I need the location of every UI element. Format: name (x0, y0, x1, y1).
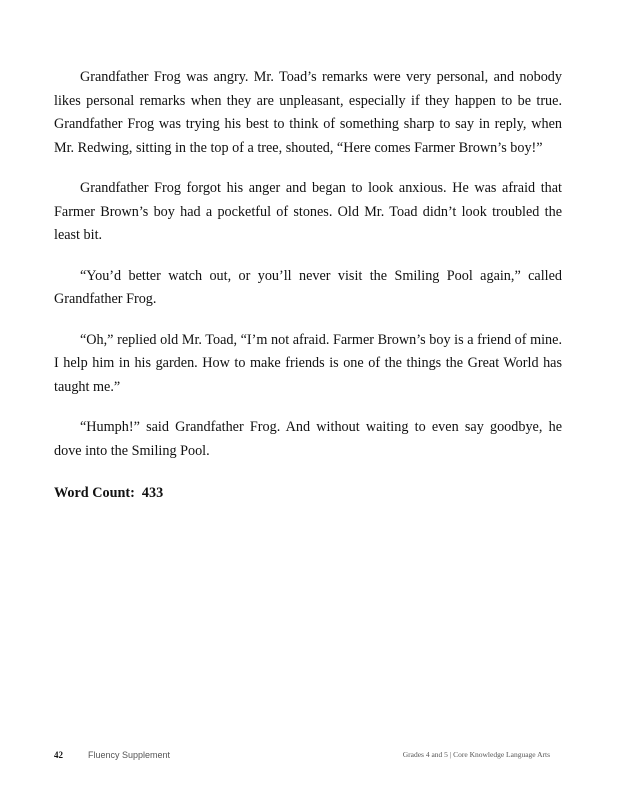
paragraph: “You’d better watch out, or you’ll never visit the Smiling Pool again,” called Grandfather Frog. (54, 267, 562, 307)
word-count (54, 482, 163, 505)
paragraph: “Humph!” said Grandfather Frog. And without waiting to even say goodbye, he dove into the Smiling Pool. (54, 419, 562, 459)
page-number: 42 (54, 750, 63, 760)
paragraph: Grandfather Frog forgot his anger and began to look anxious. He was afraid that Farmer Brown’s boy had a pocketful of stones. Old Mr. Toad didn’t look troubled the least bit. (54, 180, 562, 243)
story-passage (54, 66, 562, 480)
paragraph: Grandfather Frog was angry. Mr. Toad’s remarks were very personal, and nobody likes personal remarks when they are unpleasant, especially if they happen to be true. Grandfather Frog was trying his best to think of something sharp to say in reply, when Mr. Redwing, sitting in the top of a tree, shouted, “Here comes Farmer Brown’s boy!” (54, 69, 562, 156)
paragraph: “Oh,” replied old Mr. Toad, “I’m not afraid. Farmer Brown’s boy is a friend of mine. I help him in his garden. How to make friends is one of the things the Great World has taught me.” (54, 331, 562, 395)
footer-credit: Grades 4 and 5 | Core Knowledge Language Arts (402, 750, 550, 759)
footer-section-title: Fluency Supplement (88, 750, 171, 760)
word-count-value: 433 (141, 485, 164, 501)
word-count-label: Word Count: (54, 485, 135, 501)
page-footer (54, 750, 550, 764)
